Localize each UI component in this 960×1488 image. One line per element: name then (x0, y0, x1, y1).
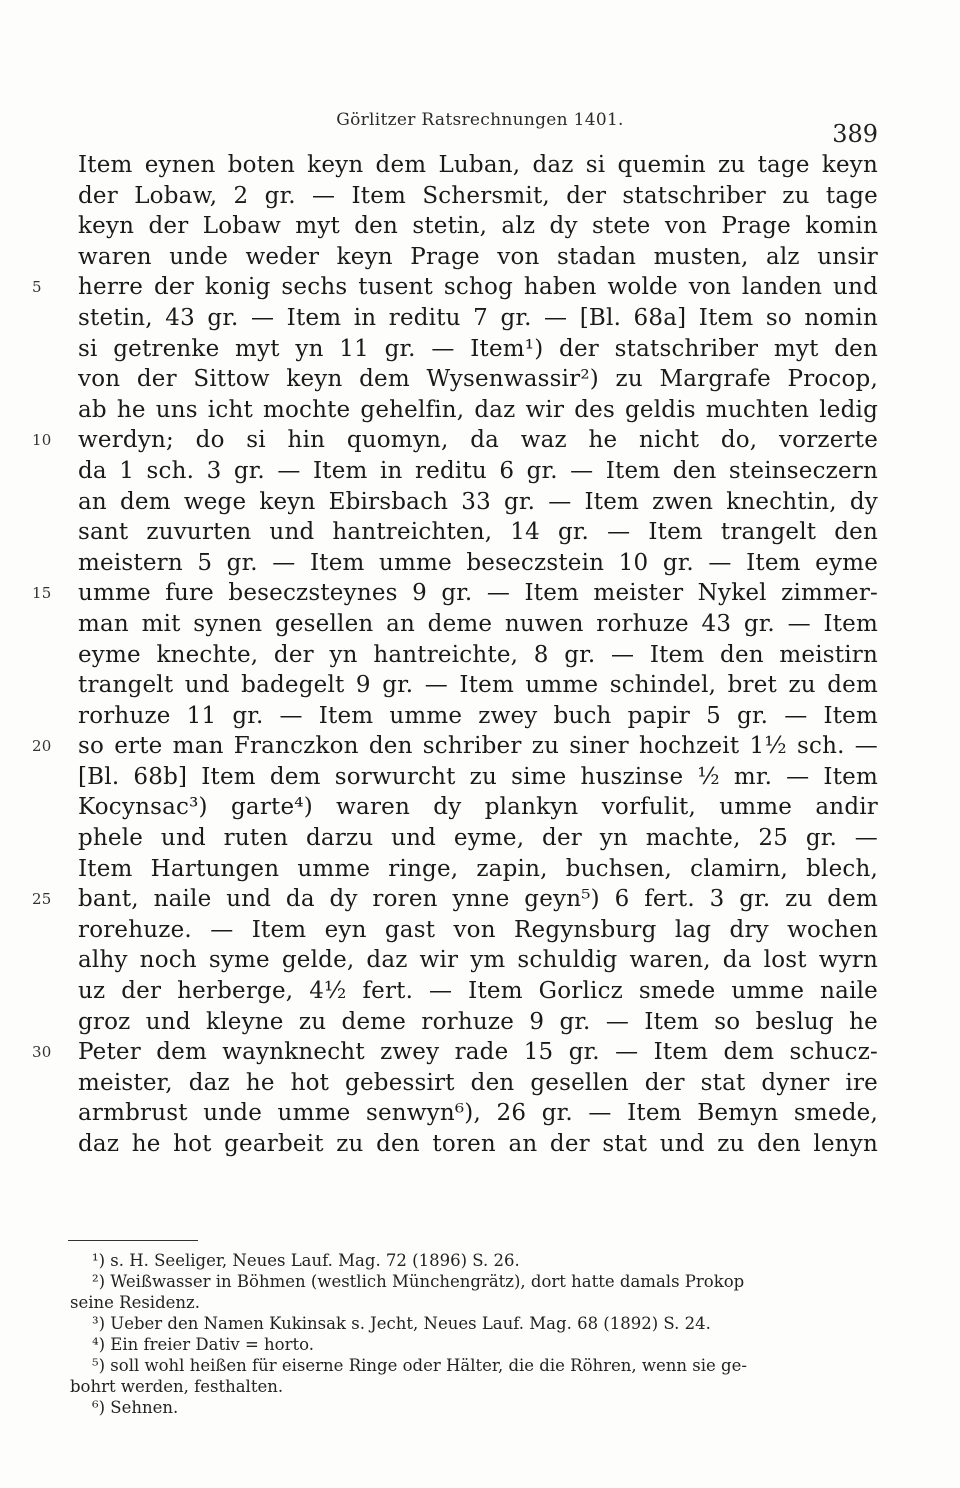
text-line (78, 395, 878, 426)
text-line (78, 609, 878, 640)
text-line (32, 272, 878, 303)
text-line (78, 150, 878, 181)
line-text: si getrenke myt yn 11 gr. — Item¹) der statschriber myt den (78, 335, 878, 362)
line-text: meister, daz he hot gebessirt den gesellen der stat dyner ire (78, 1069, 878, 1096)
line-number: 10 (32, 431, 52, 450)
line-number: 5 (32, 278, 42, 297)
text-line (78, 1007, 878, 1038)
line-text: rorhuze 11 gr. — Item umme zwey buch papir 5 gr. — Item (78, 702, 878, 729)
footnote: seine Residenz. (70, 1293, 200, 1312)
line-text: Peter dem waynknecht zwey rade 15 gr. — Item dem schucz- (78, 1039, 878, 1066)
text-line (78, 1068, 878, 1099)
text-line (78, 456, 878, 487)
line-text: Item eynen boten keyn dem Luban, daz si quemin zu tage keyn (78, 152, 878, 178)
text-line (32, 1037, 878, 1068)
line-text: eyme knechte, der yn hantreichte, 8 gr. — Item den meistirn (78, 641, 878, 668)
text-line (78, 945, 878, 976)
line-text: man mit synen gesellen an deme nuwen rorhuze 43 gr. — Item (78, 610, 878, 637)
text-line (78, 762, 878, 793)
text-line (78, 640, 878, 671)
body-text (32, 150, 878, 1160)
text-line (78, 517, 878, 548)
text-line (32, 731, 878, 762)
line-text: Kocynsac³) garte⁴) waren dy plankyn vorfulit, umme andir (78, 794, 878, 821)
line-text: stetin, 43 gr. — Item in reditu 7 gr. — [Bl. 68a] Item so nomin (78, 304, 878, 331)
footnote: ⁵) soll wohl heißen für eiserne Ringe oder Hälter, die die Röhren, wenn sie ge- (92, 1356, 747, 1375)
line-text: von der Sittow keyn dem Wysenwassir²) zu Margrafe Procop, (78, 366, 878, 393)
text-line (78, 242, 878, 273)
footnote: ²) Weißwasser in Böhmen (westlich Münchengrätz), dort hatte damals Prokop (92, 1272, 745, 1291)
line-text: keyn der Lobaw myt den stetin, alz dy stete von Prage komin (78, 213, 878, 240)
text-line (32, 425, 878, 456)
line-text: waren unde weder keyn Prage von stadan musten, alz unsir (78, 243, 878, 270)
line-number: 25 (32, 890, 52, 909)
line-text: ab he uns icht mochte gehelfin, daz wir des geldis muchten ledig (78, 396, 878, 423)
line-text: sant zuvurten und hantreichten, 14 gr. — Item trangelt den (78, 519, 878, 546)
line-number: 20 (32, 737, 52, 756)
text-line (78, 670, 878, 701)
text-line (78, 1129, 878, 1160)
text-line (32, 884, 878, 915)
footnote: ⁶) Sehnen. (92, 1398, 179, 1417)
text-line (78, 976, 878, 1007)
line-text: Item Hartungen umme ringe, zapin, buchsen, clamirn, blech, (78, 855, 878, 882)
footnote-divider (68, 1240, 198, 1241)
text-line (78, 303, 878, 334)
line-text: trangelt und badegelt 9 gr. — Item umme schindel, bret zu dem (78, 672, 878, 699)
text-line (32, 578, 878, 609)
running-head: Görlitzer Ratsrechnungen 1401. (336, 110, 624, 130)
line-text: meistern 5 gr. — Item umme beseczstein 10 gr. — Item eyme (78, 549, 878, 576)
line-text: bant, naile und da dy roren ynne geyn⁵) 6 fert. 3 gr. zu dem (78, 886, 878, 913)
line-text: groz und kleyne zu deme rorhuze 9 gr. — Item so beslug he (78, 1008, 878, 1035)
line-text: alhy noch syme gelde, daz wir ym schuldig waren, da lost wyrn (78, 947, 878, 974)
line-text: armbrust unde umme senwyn⁶), 26 gr. — Item Bemyn smede, (78, 1100, 878, 1127)
text-line (78, 181, 878, 212)
line-text: herre der konig sechs tusent schog haben wolde von landen und (78, 274, 878, 301)
line-number: 30 (32, 1043, 52, 1062)
text-line (78, 487, 878, 518)
page-number: 389 (832, 120, 878, 148)
footnote: ⁴) Ein freier Dativ = horto. (92, 1335, 315, 1354)
footnote: ¹) s. H. Seeliger, Neues Lauf. Mag. 72 (1896) S. 26. (92, 1251, 520, 1270)
line-text: rorehuze. — Item eyn gast von Regynsburg lag dry wochen (78, 916, 878, 943)
text-line (78, 701, 878, 732)
text-line (78, 211, 878, 242)
line-text: werdyn; do si hin quomyn, da waz he nicht do, vorzerte (78, 427, 878, 454)
text-line (78, 364, 878, 395)
line-text: daz he hot gearbeit zu den toren an der stat und zu den lenyn (78, 1131, 878, 1157)
text-line (78, 792, 878, 823)
text-line (78, 915, 878, 946)
line-text: so erte man Franczkon den schriber zu siner hochzeit 1½ sch. — (78, 733, 878, 760)
text-line (78, 823, 878, 854)
line-text: da 1 sch. 3 gr. — Item in reditu 6 gr. — Item den steinseczern (78, 457, 878, 484)
line-text: phele und ruten darzu und eyme, der yn machte, 25 gr. — (78, 825, 878, 852)
footnotes (70, 1250, 890, 1418)
text-line (78, 334, 878, 365)
line-text: an dem wege keyn Ebirsbach 33 gr. — Item zwen knechtin, dy (78, 488, 878, 515)
text-line (78, 548, 878, 579)
line-text: uz der herberge, 4½ fert. — Item Gorlicz smede umme naile (78, 978, 878, 1005)
text-line (78, 854, 878, 885)
line-text: der Lobaw, 2 gr. — Item Schersmit, der statschriber zu tage (78, 182, 878, 209)
line-number: 15 (32, 584, 52, 603)
text-line (78, 1098, 878, 1129)
line-text: umme fure beseczsteynes 9 gr. — Item meister Nykel zimmer- (78, 580, 878, 607)
footnote: bohrt werden, festhalten. (70, 1377, 284, 1396)
line-text: [Bl. 68b] Item dem sorwurcht zu sime huszinse ½ mr. — Item (78, 763, 878, 790)
footnote: ³) Ueber den Namen Kukinsak s. Jecht, Neues Lauf. Mag. 68 (1892) S. 24. (92, 1314, 711, 1333)
